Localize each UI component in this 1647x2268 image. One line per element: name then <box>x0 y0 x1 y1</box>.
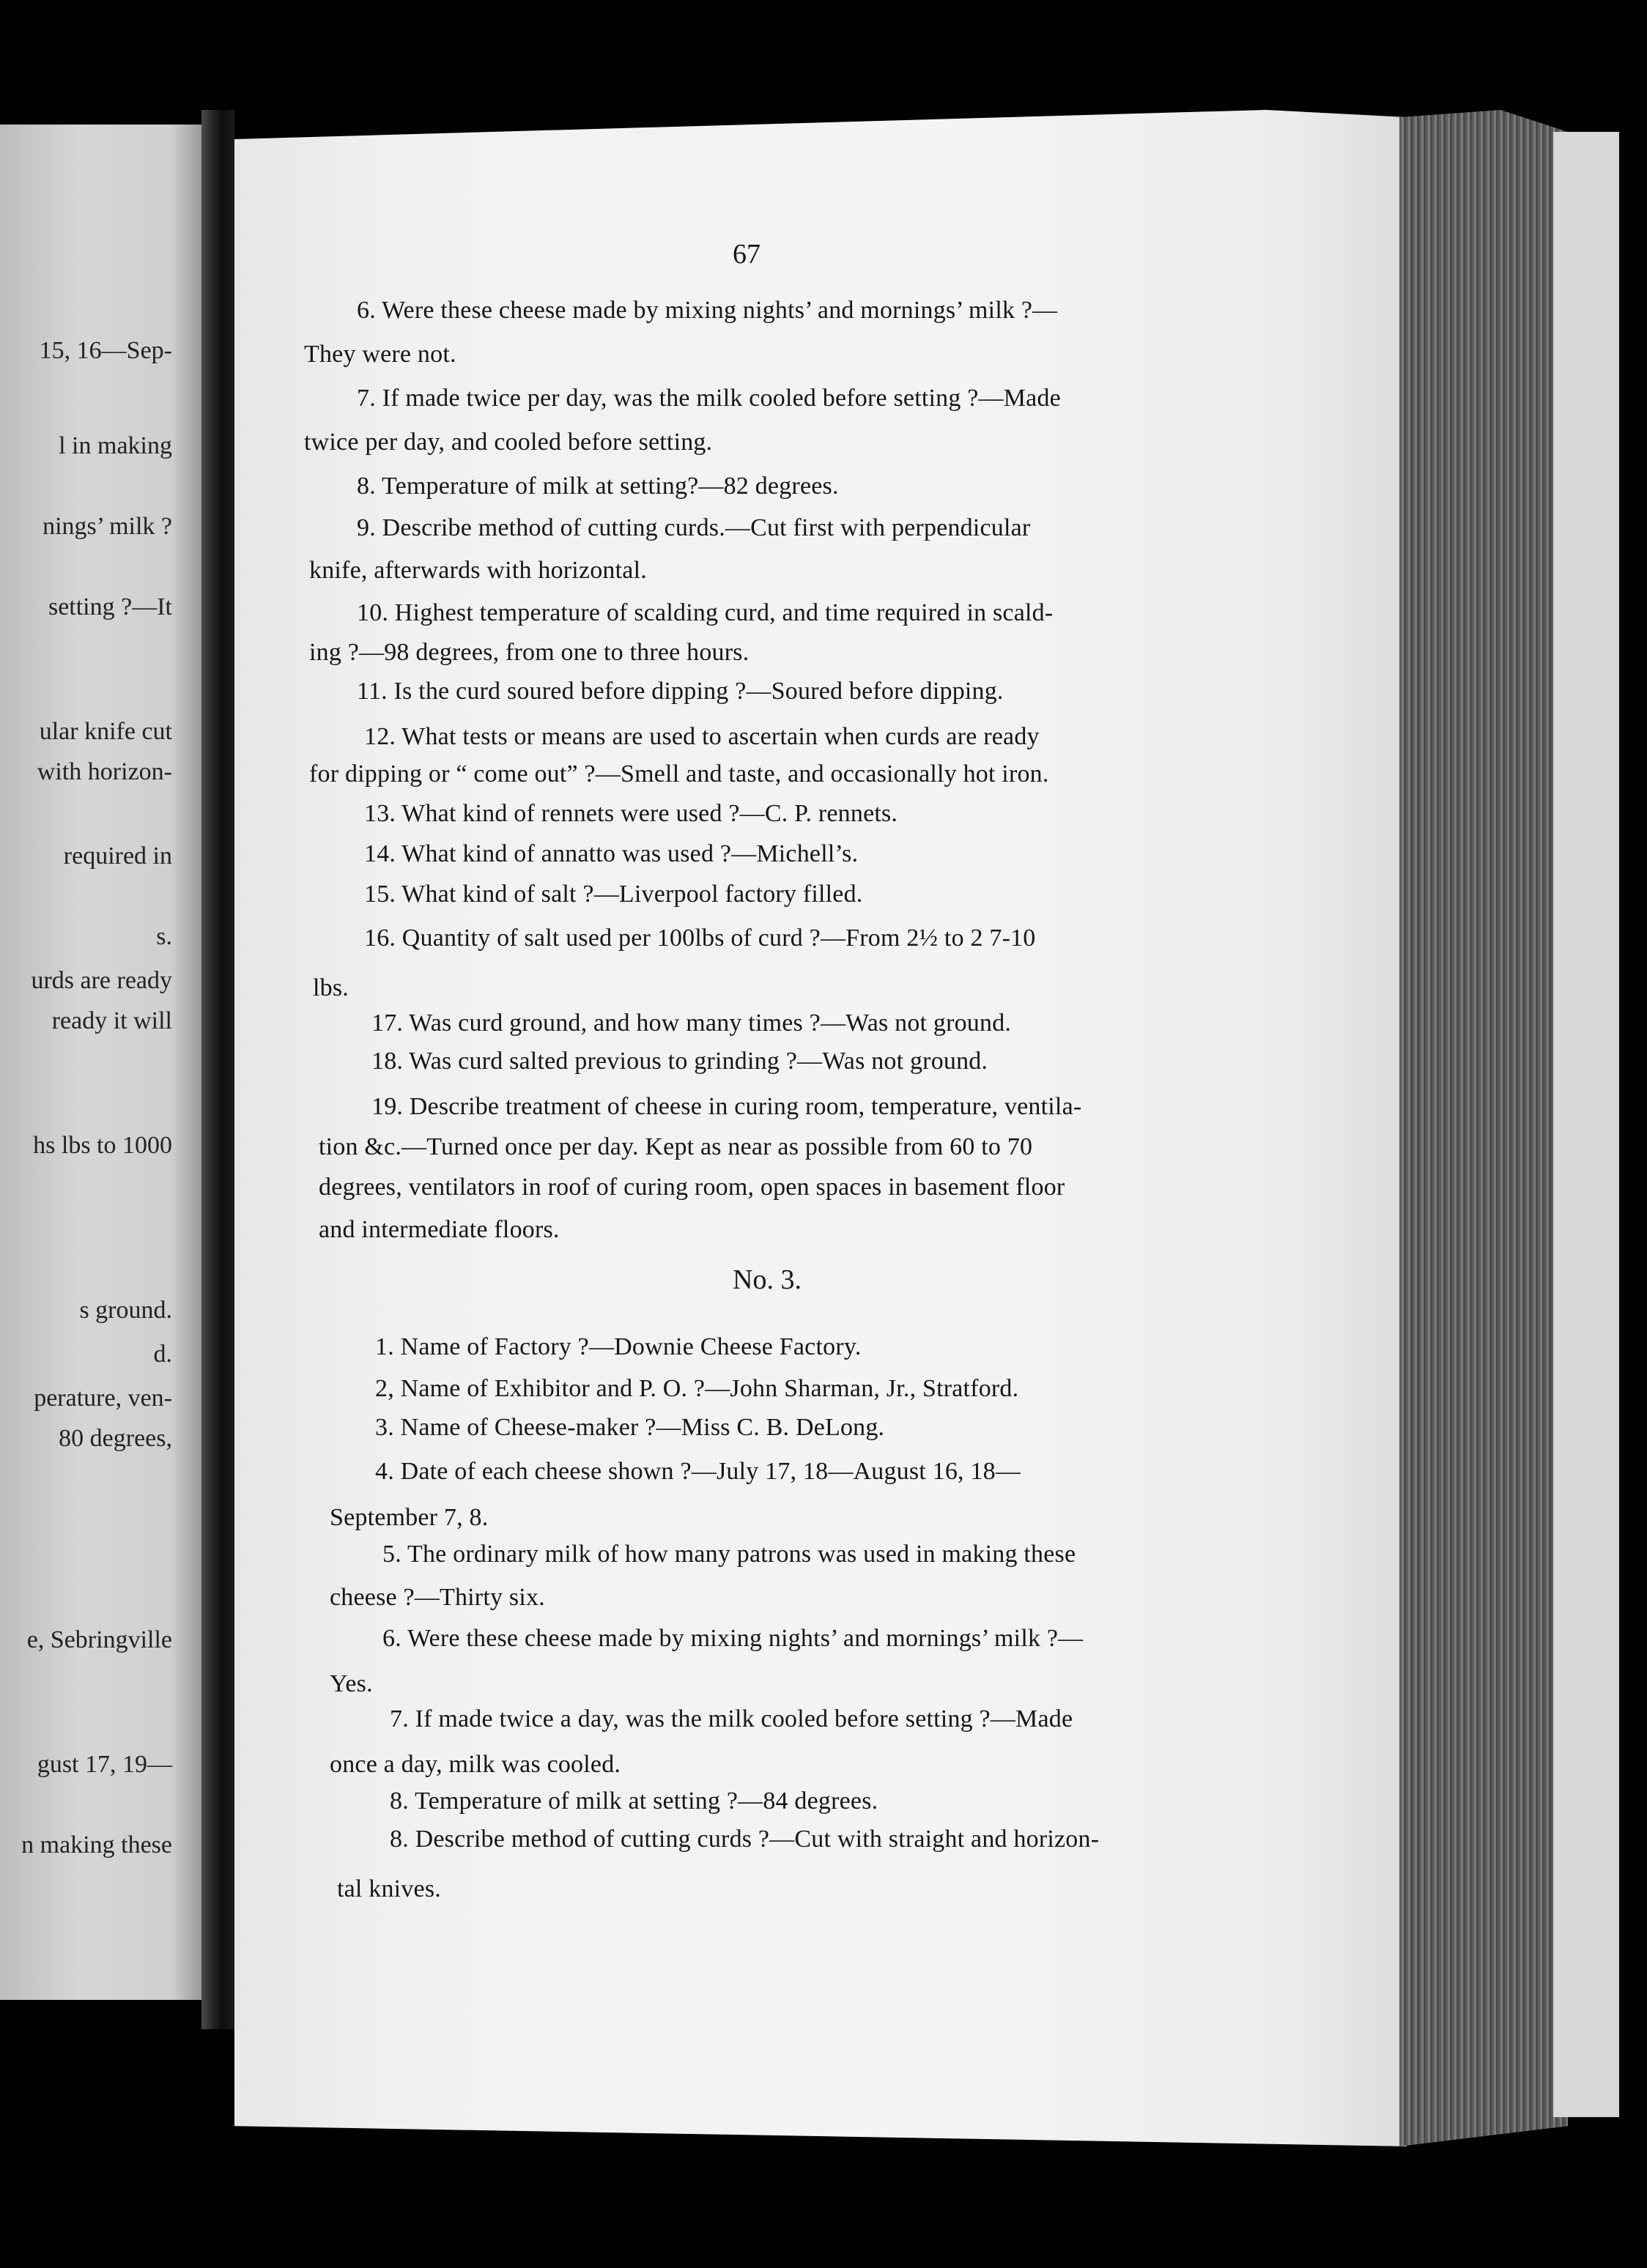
left-page-line: required in <box>63 842 172 870</box>
left-page-line: 80 degrees, <box>59 1425 172 1452</box>
body-line: ing ?—98 degrees, from one to three hours. <box>309 639 750 666</box>
section-line: once a day, milk was cooled. <box>330 1751 621 1778</box>
body-line: They were not. <box>304 341 456 368</box>
left-page-line: hs lbs to 1000 <box>33 1132 172 1159</box>
section-line: September 7, 8. <box>330 1504 489 1531</box>
section-line: 8. Describe method of cutting curds ?—Cut with straight and horizon- <box>390 1826 1100 1853</box>
body-line: for dipping or “ come out” ?—Smell and taste, and occasionally hot iron. <box>309 760 1049 788</box>
body-line: tion &c.—Turned once per day. Kept as near as possible from 60 to 70 <box>319 1133 1033 1160</box>
body-line: 16. Quantity of salt used per 100lbs of curd ?—From 2½ to 2 7-10 <box>364 924 1036 952</box>
body-line: 10. Highest temperature of scalding curd, and time required in scald- <box>357 599 1054 626</box>
left-facing-page <box>0 125 201 2000</box>
section-line: 4. Date of each cheese shown ?—July 17, 18—August 16, 18— <box>375 1458 1021 1485</box>
left-page-line: ular knife cut <box>39 718 172 745</box>
body-line: 13. What kind of rennets were used ?—C. P. rennets. <box>364 800 898 827</box>
left-page-line: l in making <box>59 432 172 459</box>
left-page-line: e, Sebringville <box>26 1626 172 1653</box>
section-line: 2, Name of Exhibitor and P. O. ?—John Sharman, Jr., Stratford. <box>375 1375 1019 1402</box>
left-page-line: urds are ready <box>31 967 172 994</box>
body-line: 19. Describe treatment of cheese in curing room, temperature, ventila- <box>371 1093 1082 1120</box>
body-line: 15. What kind of salt ?—Liverpool factory filled. <box>364 881 863 908</box>
left-page-line: s. <box>156 923 172 950</box>
left-page-line: gust 17, 19— <box>37 1751 172 1778</box>
section-line: 3. Name of Cheese-maker ?—Miss C. B. DeLong. <box>375 1414 885 1441</box>
body-line: and intermediate floors. <box>319 1216 560 1243</box>
body-line: 11. Is the curd soured before dipping ?—Soured before dipping. <box>357 678 1004 705</box>
body-line: degrees, ventilators in roof of curing room, open spaces in basement floor <box>319 1174 1065 1201</box>
section-line: tal knives. <box>337 1875 441 1902</box>
left-page-line: setting ?—It <box>48 593 172 620</box>
section-line: 1. Name of Factory ?—Downie Cheese Factory. <box>375 1333 862 1360</box>
book-gutter <box>201 110 234 2029</box>
body-line: 7. If made twice per day, was the milk cooled before setting ?—Made <box>357 385 1061 412</box>
section-line: 6. Were these cheese made by mixing nights’ and mornings’ milk ?— <box>382 1625 1084 1652</box>
body-line: 17. Was curd ground, and how many times ?—Was not ground. <box>371 1009 1012 1037</box>
page-number: 67 <box>733 239 760 270</box>
section-line: 5. The ordinary milk of how many patrons was used in making these <box>382 1541 1076 1568</box>
body-line: 12. What tests or means are used to ascertain when curds are ready <box>364 723 1040 750</box>
left-page-line: perature, ven- <box>34 1385 172 1412</box>
left-page-line: d. <box>153 1341 172 1368</box>
left-page-line: s ground. <box>79 1297 172 1324</box>
section-line: cheese ?—Thirty six. <box>330 1584 545 1611</box>
body-line: 18. Was curd salted previous to grinding ?—Was not ground. <box>371 1048 988 1075</box>
body-line: 8. Temperature of milk at setting?—82 degrees. <box>357 472 839 500</box>
page-edges <box>1399 110 1568 2146</box>
scan-background-board <box>1553 132 1619 2117</box>
left-page-line: n making these <box>21 1831 172 1858</box>
section-line: Yes. <box>330 1670 373 1697</box>
section-line: 8. Temperature of milk at setting ?—84 degrees. <box>390 1787 878 1815</box>
left-page-line: ready it will <box>51 1007 172 1034</box>
left-page-line: 15, 16—Sep- <box>39 337 172 364</box>
body-line: 6. Were these cheese made by mixing nights’ and mornings’ milk ?— <box>357 297 1058 324</box>
body-line: lbs. <box>313 974 349 1001</box>
section-line: 7. If made twice a day, was the milk cooled before setting ?—Made <box>390 1705 1073 1732</box>
section-heading: No. 3. <box>733 1264 802 1295</box>
body-line: knife, afterwards with horizontal. <box>309 557 647 584</box>
body-line: twice per day, and cooled before setting. <box>304 429 713 456</box>
body-line: 14. What kind of annatto was used ?—Michell’s. <box>364 840 859 867</box>
body-line: 9. Describe method of cutting curds.—Cut first with perpendicular <box>357 514 1031 541</box>
left-page-line: nings’ milk ? <box>42 513 172 540</box>
left-page-line: with horizon- <box>37 758 172 785</box>
